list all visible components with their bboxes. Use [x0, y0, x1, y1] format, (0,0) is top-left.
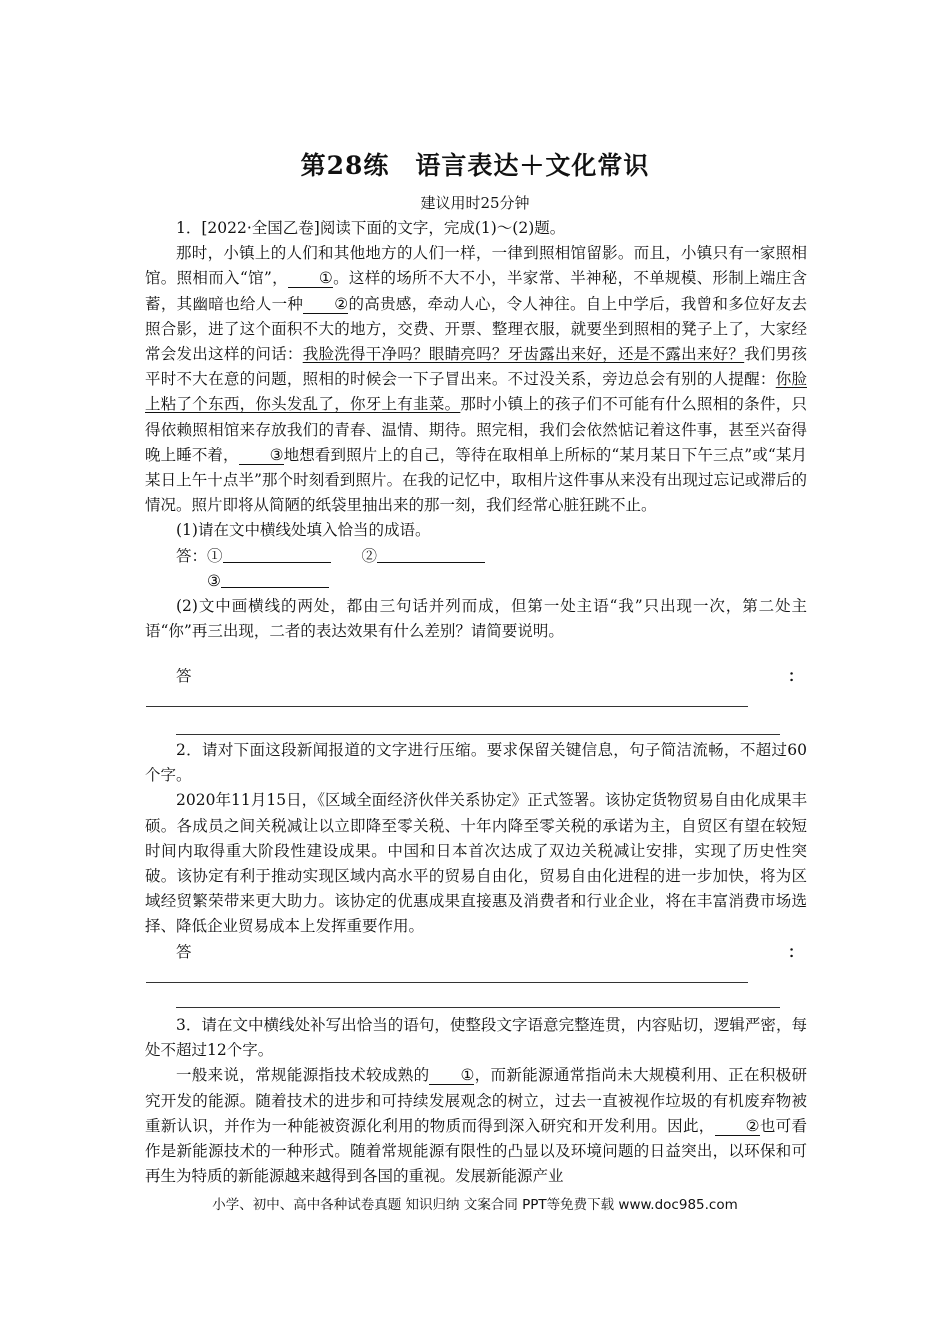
question-1-sub-2: (2)文中画横线的两处，都由三句话并列而成，但第一处主语“我”只出现一次，第二处主语“你”再三出现，二者的表达效果有什么差别？请简要说明。	[145, 597, 807, 641]
underlined-sentence-2: 你脸上粘了个东西，你头发乱了，你牙上有韭菜。	[145, 370, 807, 414]
blank-3: ③	[239, 447, 284, 465]
answer-field-3[interactable]	[221, 571, 329, 588]
question-2-block	[145, 738, 807, 940]
blank-1: ①	[288, 270, 333, 288]
answer-colon-q1: ：	[788, 666, 804, 685]
answer-label-q2: 答	[176, 943, 192, 961]
answer-line-q1-a[interactable]	[146, 706, 748, 707]
answer-row-1: 答：① ②	[145, 544, 807, 569]
question-1-passage: 那时，小镇上的人们和其他地方的人们一样，一律到照相馆留影。而且，小镇只有一家照相馆。照相而入“馆”， ①。这样的场所不大不小，半家常、半神秘，不单规模、形制上端庄含蓄，其幽暗也给人一种 ②的高贵感，牵动人心，令人神往。自上中学后，我曾和多位好友去照合影，进了这个面积不大的地方，交费、开票、整理衣服，就要坐到照相的凳子上了，大家经常会发出这样的问话：我脸洗得干净吗？眼睛亮吗？牙齿露出来好，还是不露出来好？我们男孩平时不大在意的问题，照相的时候会一下子冒出来。不过没关系，旁边总会有别的人提醒：你脸上粘了个东西，你头发乱了，你牙上有韭菜。那时小镇上的孩子们不可能有什么照相的条件，只得依赖照相馆来存放我们的青春、温情、期待。照完相，我们会依然惦记着这件事，甚至兴奋得晚上睡不着， ③地想看到照片上的自己，等待在取相单上所标的“某月某日下午三点”或“某月某日上午十点半”那个时刻看到照片。在我的记忆中，取相片这件事从来没有出现过忘记或滞后的情况。照片即将从简陋的纸袋里抽出来的那一刻，我们经常心脏狂跳不止。	[145, 244, 807, 515]
answer-field-2[interactable]	[377, 546, 485, 563]
blank-q3-2: ②	[715, 1118, 760, 1136]
answer-row-2: ③	[145, 569, 807, 594]
question-3-block	[145, 1013, 807, 1189]
underlined-sentence-1: 我脸洗得干净吗？眼睛亮吗？牙齿露出来好，还是不露出来好？	[302, 345, 745, 364]
question-3-stem: 3．请在文中横线处补写出恰当的语句，使整段文字语意完整连贯，内容贴切，逻辑严密，每处不超过12个字。	[145, 1016, 807, 1060]
question-1-block	[145, 216, 807, 644]
answer-field-1[interactable]	[223, 546, 331, 563]
page-title: 第28练 语言表达＋文化常识	[300, 151, 650, 180]
answer-line-q2-b[interactable]	[176, 1007, 780, 1008]
blank-q3-1: ①	[429, 1067, 474, 1085]
answer-label-q1: 答	[176, 667, 192, 685]
footer-banner: 小学、初中、高中各种试卷真题 知识归纳 文案合同 PPT等免费下载 www.doc985.com	[212, 1197, 738, 1213]
question-1-sub-1: (1)请在文中横线处填入恰当的成语。	[176, 521, 431, 540]
question-2-passage: 2020年11月15日，《区域全面经济伙伴关系协定》正式签署。该协定货物贸易自由化成果丰硕。各成员之间关税减让以立即降至零关税、十年内降至零关税的承诺为主，自贸区有望在较短时间内取得重大阶段性建设成果。中国和日本首次达成了双边关税减让安排，实现了历史性突破。该协定有利于推动实现区域内高水平的贸易自由化，贸易自由化进程的进一步加快，将为区域经贸繁荣带来更大助力。该协定的优惠成果直接惠及消费者和行业企业，将在丰富消费市场选择、降低企业贸易成本上发挥重要作用。	[145, 791, 807, 936]
answer-line-q1-b[interactable]	[176, 734, 780, 735]
question-1-stem: 1．[2022·全国乙卷]阅读下面的文字，完成(1)～(2)题。	[176, 219, 566, 237]
suggested-time: 建议用时25分钟	[420, 194, 530, 212]
question-3-passage: 一般来说，常规能源指技术较成熟的 ①，而新能源通常指尚未大规模利用、正在积极研究开发的能源。随着技术的进步和可持续发展观念的树立，过去一直被视作垃圾的有机废弃物被重新认识，并作为一种能被资源化利用的物质而得到深入研究和开发利用。因此， ②也可看作是新能源技术的一种形式。随着常规能源有限性的凸显以及环境问题的日益突出，以环保和可再生为特质的新能源越来越得到各国的重视。发展新能源产业	[145, 1066, 807, 1186]
question-2-stem: 2．请对下面这段新闻报道的文字进行压缩。要求保留关键信息，句子简洁流畅，不超过60个字。	[145, 741, 807, 785]
answer-colon-q2: ：	[788, 942, 804, 961]
blank-2: ②	[303, 296, 348, 314]
answer-line-q2-a[interactable]	[146, 982, 748, 983]
